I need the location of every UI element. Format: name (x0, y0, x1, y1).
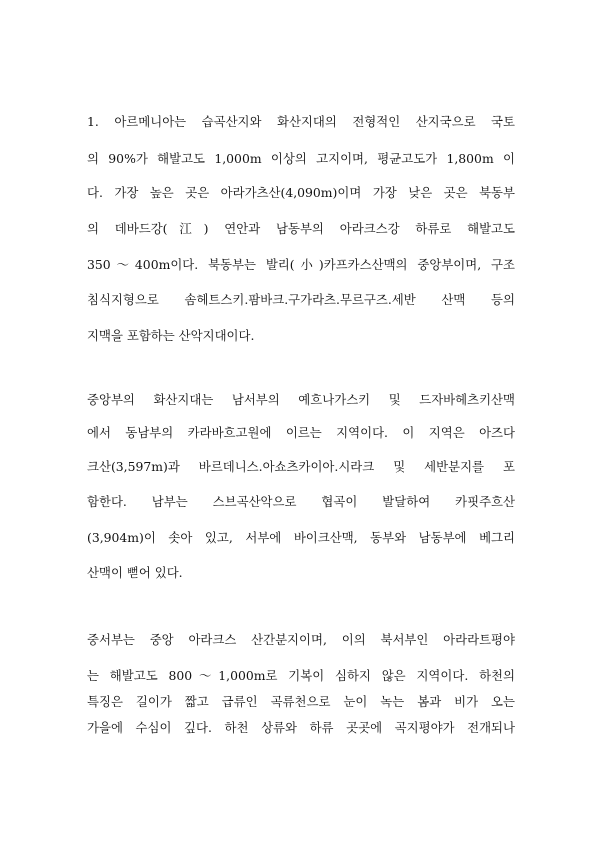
paragraph-3-line-1: 중서부는 중앙 아라크스 산간분지이며, 이의 북서부인 아라라트평야 (87, 632, 515, 647)
paragraph-2-line-5: (3,904m)이 솟아 있고, 서부에 바이크산맥, 동부와 남동부에 베그리 (87, 530, 515, 545)
paragraph-3-line-3: 특징은 길이가 짧고 급류인 곡류천으로 눈이 녹는 봄과 비가 오는 (87, 694, 515, 709)
paragraph-2-line-2: 에서 동남부의 카라바흐고원에 이르는 지역이다. 이 지역은 아즈다 (87, 425, 515, 440)
paragraph-3-line-2: 는 해발고도 800～1,000m로 기복이 심하지 않은 지역이다. 하천의 (87, 668, 515, 683)
paragraph-1-line-2: 의 90%가 해발고도 1,000m 이상의 고지이며, 평균고도가 1,800m 이 (87, 151, 515, 166)
paragraph-2-line-3: 크산(3,597m)과 바르데니스.아쇼츠카이아.시라크 및 세반분지를 포 (87, 459, 515, 474)
paragraph-1-line-1: 1. 아르메니아는 습곡산지와 화산지대의 전형적인 산지국으로 국토 (87, 114, 515, 129)
paragraph-3-line-4: 가을에 수심이 깊다. 하천 상류와 하류 곳곳에 곡지평야가 전개되나 (87, 720, 515, 735)
paragraph-1-line-4: 의 데바드강(江) 연안과 남동부의 아라크스강 하류로 해발고도 (87, 221, 515, 236)
paragraph-2-line-4: 함한다. 남부는 스브곡산악으로 협곡이 발달하여 카핏주흐산 (87, 494, 515, 509)
paragraph-1-line-6: 침식지형으로 솜헤트스키.팜바크.구가라츠.무르구즈.세반 산맥 등의 (87, 292, 515, 307)
paragraph-1-line-3: 다. 가장 높은 곳은 아라가츠산(4,090m)이며 가장 낮은 곳은 북동부 (87, 185, 515, 200)
paragraph-1-line-7: 지맥을 포함하는 산악지대이다. (87, 328, 255, 343)
paragraph-2-line-1: 중앙부의 화산지대는 남서부의 예흐나가스키 및 드자바헤츠키산맥 (87, 392, 515, 407)
paragraph-1-line-5: 350～400m이다. 북동부는 발리(小)카프카스산맥의 중앙부이며, 구조 (87, 257, 515, 272)
paragraph-2-line-6: 산맥이 뻗어 있다. (87, 565, 183, 580)
